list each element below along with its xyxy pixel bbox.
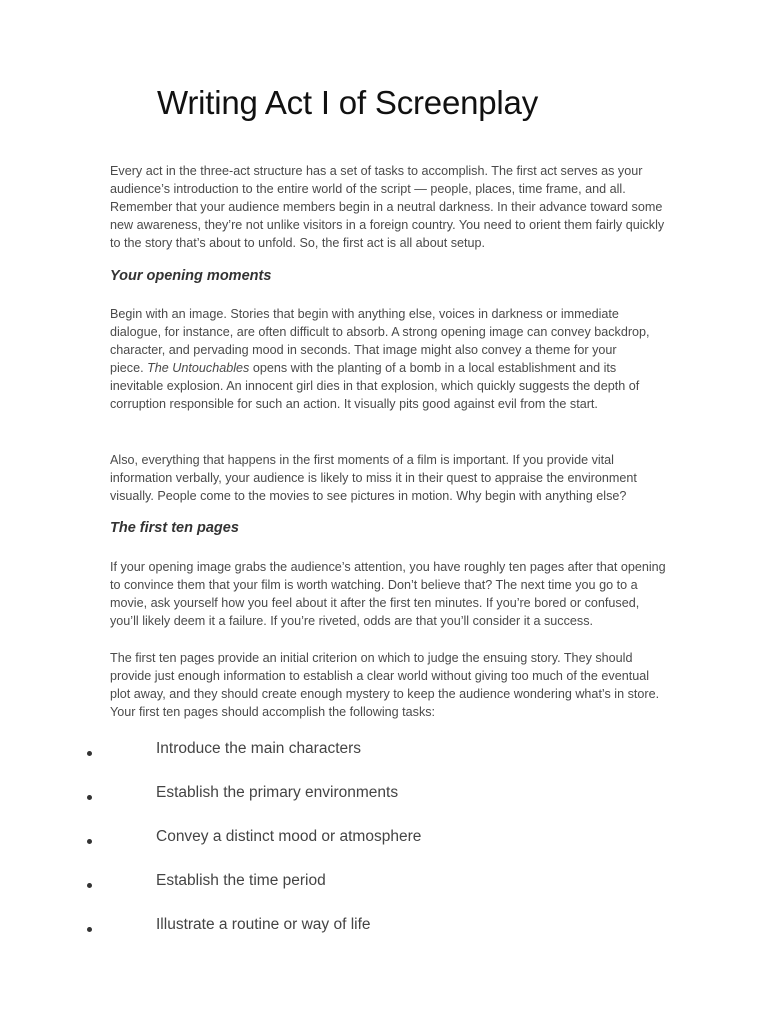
text-line: If your opening image grabs the audience’s attention, you have roughly ten pages after that opening [110, 560, 666, 574]
bullet-icon [87, 839, 92, 844]
text-line: Also, everything that happens in the first moments of a film is important. If you provide vital [110, 453, 614, 467]
text-line: to convince them that your film is worth watching. Don’t believe that? The next time you go to a [110, 578, 638, 592]
text-line: dialogue, for instance, are often difficult to absorb. A strong opening image can convey backdrop, [110, 325, 650, 339]
list-item [0, 740, 768, 784]
text-line: information verbally, your audience is likely to miss it in their quest to appraise the environment [110, 471, 637, 485]
list-item [0, 784, 768, 828]
bullet-icon [87, 927, 92, 932]
ten-pages-paragraph [110, 558, 716, 630]
text-line: Every act in the three-act structure has a set of tasks to accomplish. The first act serves as your [110, 164, 643, 178]
text-line: corruption responsible for such an action. It visually pits good against evil from the start. [110, 397, 598, 411]
bullet-icon [87, 883, 92, 888]
section-heading-opening-moments: Your opening moments [110, 268, 272, 284]
opening-image-paragraph [110, 305, 716, 413]
task-text: Convey a distinct mood or atmosphere [156, 828, 422, 845]
film-title: The Untouchables [147, 361, 250, 375]
criterion-paragraph [110, 649, 716, 721]
text-line: movie, ask yourself how you feel about it after the first ten minutes. If you’re bored or confused, [110, 596, 640, 610]
task-list [0, 740, 768, 960]
list-item [0, 828, 768, 872]
text-line: to the story that’s about to unfold. So, the first act is all about setup. [110, 236, 486, 250]
task-text: Establish the time period [156, 872, 326, 889]
list-item [0, 872, 768, 916]
text-line: inevitable explosion. An innocent girl dies in that explosion, which quickly suggests the depth of [110, 379, 640, 393]
task-text: Introduce the main characters [156, 740, 362, 757]
list-item [0, 916, 768, 960]
section-heading-first-ten-pages: The first ten pages [110, 520, 239, 536]
task-text: Establish the primary environments [156, 784, 399, 801]
text-line: new awareness, they’re not unlike visitors in a foreign country. You need to orient them fairly quickly [110, 218, 665, 232]
text-line: provide just enough information to establish a clear world without giving too much of the eventual [110, 669, 650, 683]
intro-paragraph [110, 162, 716, 252]
text-line: character, and pervading mood in seconds. That image might also convey a theme for your [110, 343, 617, 357]
first-moments-paragraph [110, 451, 716, 505]
text-line [110, 359, 716, 377]
page-title: Writing Act I of Screenplay [157, 84, 538, 121]
text-segment: piece. [110, 361, 148, 375]
text-segment: opens with the planting of a bomb in a local establishment and its [249, 361, 617, 375]
text-line: Begin with an image. Stories that begin with anything else, voices in darkness or immediate [110, 307, 619, 321]
text-line: Your first ten pages should accomplish the following tasks: [110, 705, 436, 719]
text-line: The first ten pages provide an initial criterion on which to judge the ensuing story. They should [110, 651, 633, 665]
text-line: plot away, and they should create enough mystery to keep the audience wondering what’s in store. [110, 687, 660, 701]
bullet-icon [87, 795, 92, 800]
text-line: visually. People come to the movies to see pictures in motion. Why begin with anything else? [110, 489, 627, 503]
task-text: Illustrate a routine or way of life [156, 916, 371, 933]
text-line: you’ll likely deem it a failure. If you’re riveted, odds are that you’ll consider it a success. [110, 614, 593, 628]
text-line: Remember that your audience members begin in a neutral darkness. In their advance toward some [110, 200, 663, 214]
text-line: audience’s introduction to the entire world of the script — people, places, time frame, and all. [110, 182, 626, 196]
bullet-icon [87, 751, 92, 756]
